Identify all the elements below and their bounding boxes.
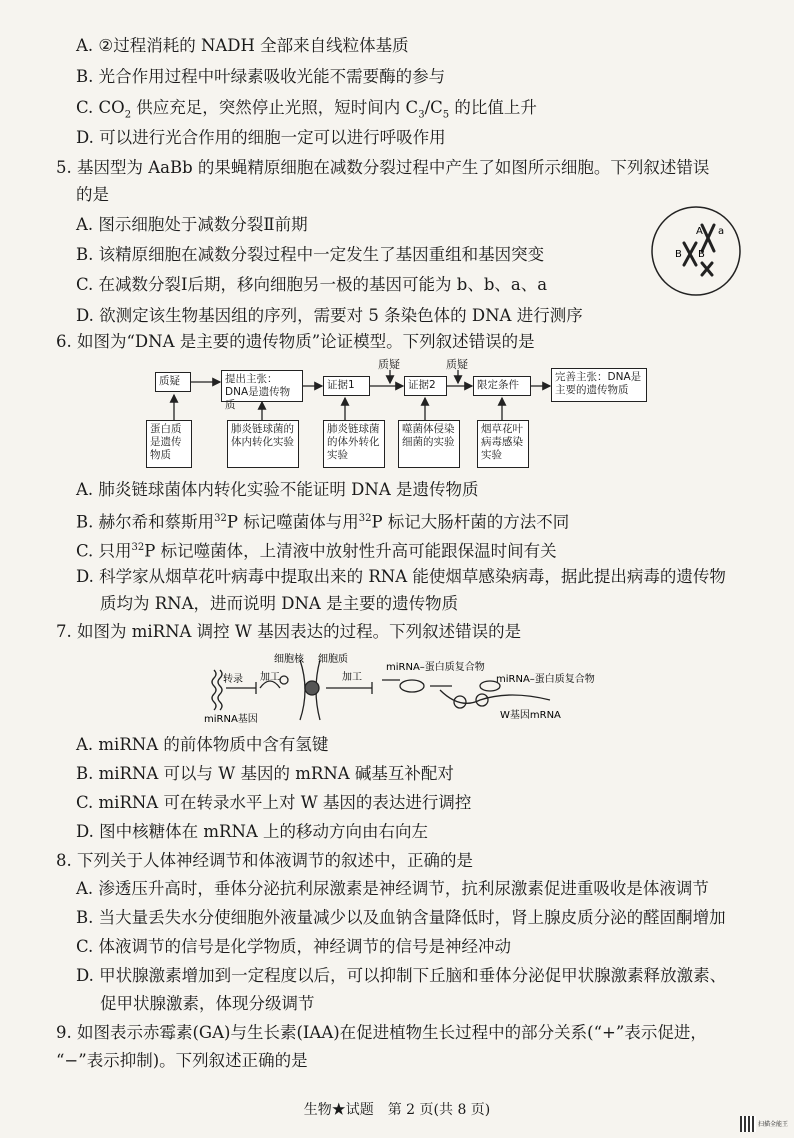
q6-doubt-label-1: 质疑 <box>378 358 400 371</box>
q7-fig-nucleus: 细胞核 <box>274 654 304 665</box>
q6-diagram-arrows <box>0 0 794 480</box>
q7-fig-gene: miRNA基因 <box>204 714 258 725</box>
q6-box-invitro: 肺炎链球菌的体外转化实验 <box>323 420 385 468</box>
q4-option-a: A. ②过程消耗的 NADH 全部来自线粒体基质 <box>76 36 409 55</box>
q7-mirna-figure <box>200 650 620 725</box>
q5-fig-label-a: A <box>696 226 703 237</box>
q6-option-c: C. 只用$^{32}$P 标记噬菌体，上清液中放射性升高可能跟保温时间有关 <box>76 541 557 561</box>
q6-box-phage: 噬菌体侵染细菌的实验 <box>398 420 460 468</box>
q5-stem-line2: 的是 <box>76 185 109 204</box>
q6-option-a: A. 肺炎链球菌体内转化实验不能证明 DNA 是遗传物质 <box>76 480 479 499</box>
q5-fig-label-b: B <box>675 249 682 260</box>
q6-option-d-line1: D. 科学家从烟草花叶病毒中提取出来的 RNA 能使烟草感染病毒，据此提出病毒的遗传物 <box>76 567 726 586</box>
q7-fig-wmrna: W基因mRNA <box>500 710 561 721</box>
q7-stem: 7. 如图为 miRNA 调控 W 基因表达的过程。下列叙述错误的是 <box>56 622 522 641</box>
q4-option-c: C. $CO_2$ 供应充足，突然停止光照，短时间内 $C_3/C_5$ 的比值上升 <box>76 98 537 121</box>
q8-option-d-line1: D. 甲状腺激素增加到一定程度以后，可以抑制下丘脑和垂体分泌促甲状腺激素释放激素、 <box>76 966 727 985</box>
q7-fig-complex1: miRNA–蛋白质复合物 <box>386 662 485 673</box>
q8-option-c: C. 体液调节的信号是化学物质，神经调节的信号是神经冲动 <box>76 937 512 956</box>
q6-box-evidence1: 证据1 <box>323 376 370 396</box>
q6-box-evidence2: 证据2 <box>404 376 447 396</box>
q4-option-b: B. 光合作用过程中叶绿素吸收光能不需要酶的参与 <box>76 67 446 86</box>
q5-fig-label-b2: B <box>698 249 705 260</box>
qr-code-icon <box>740 1116 756 1132</box>
q7-option-a: A. miRNA 的前体物质中含有氢键 <box>76 735 329 754</box>
q6-box-doubt: 质疑 <box>155 372 191 392</box>
page-footer: 生物★试题 第 2 页(共 8 页) <box>303 1102 491 1118</box>
q6-box-claim: 提出主张：DNA是遗传物质 <box>221 370 303 402</box>
q5-stem-line1: 5. 基因型为 AaBb 的果蝇精原细胞在减数分裂过程中产生了如图所示细胞。下列叙述错误 <box>56 158 710 177</box>
q6-box-protein: 蛋白质是遗传物质 <box>146 420 192 468</box>
q4-option-d: D. 可以进行光合作用的细胞一定可以进行呼吸作用 <box>76 128 446 147</box>
q9-stem-line1: 9. 如图表示赤霉素(GA)与生长素(IAA)在促进植物生长过程中的部分关系(“+”表示促进， <box>56 1023 707 1042</box>
q5-option-d: D. 欲测定该生物基因组的序列，需要对 5 条染色体的 DNA 进行测序 <box>76 306 583 325</box>
q8-option-a: A. 渗透压升高时，垂体分泌抗利尿激素是神经调节，抗利尿激素促进重吸收是体液调节 <box>76 879 709 898</box>
q6-option-d-line2: 质均为 RNA，进而说明 DNA 是主要的遗传物质 <box>100 594 459 613</box>
q6-box-invivo: 肺炎链球菌的体内转化实验 <box>227 420 299 468</box>
q6-doubt-label-2: 质疑 <box>446 358 468 371</box>
q7-fig-process1: 加工 <box>260 672 280 683</box>
scanner-watermark: 扫描全能王 <box>758 1121 789 1128</box>
q5-option-c: C. 在减数分裂Ⅰ后期，移向细胞另一极的基因可能为 b、b、a、a <box>76 275 548 294</box>
q6-box-final-claim: 完善主张：DNA是主要的遗传物质 <box>551 368 647 402</box>
q8-option-b: B. 当大量丢失水分使细胞外液量减少以及血钠含量降低时，肾上腺皮质分泌的醛固酮增加 <box>76 908 726 927</box>
q6-option-b: B. 赫尔希和蔡斯用$^{32}$P 标记噬菌体与用$^{32}$P 标记大肠杆菌的方法不同 <box>76 512 570 532</box>
q7-option-c: C. miRNA 可在转录水平上对 W 基因的表达进行调控 <box>76 793 472 812</box>
q7-option-b: B. miRNA 可以与 W 基因的 mRNA 碱基互补配对 <box>76 764 454 783</box>
q9-stem-line2: “−”表示抑制)。下列叙述正确的是 <box>56 1051 308 1070</box>
q6-box-condition: 限定条件 <box>473 376 531 396</box>
q7-option-d: D. 图中核糖体在 mRNA 上的移动方向由右向左 <box>76 822 429 841</box>
q7-fig-cytoplasm: 细胞质 <box>318 654 348 665</box>
q6-box-tmv: 烟草花叶病毒感染实验 <box>477 420 529 468</box>
q7-fig-complex2: miRNA–蛋白质复合物 <box>496 674 595 685</box>
q5-option-b: B. 该精原细胞在减数分裂过程中一定发生了基因重组和基因突变 <box>76 245 545 264</box>
q8-option-d-line2: 促甲状腺激素，体现分级调节 <box>100 994 315 1013</box>
q7-fig-transcribe: 转录 <box>223 674 243 685</box>
q6-stem: 6. 如图为“DNA 是主要的遗传物质”论证模型。下列叙述错误的是 <box>56 332 535 351</box>
q7-fig-process2: 加工 <box>342 672 362 683</box>
q5-fig-label-a2: a <box>718 226 725 237</box>
q8-stem: 8. 下列关于人体神经调节和体液调节的叙述中，正确的是 <box>56 851 473 870</box>
q5-option-a: A. 图示细胞处于减数分裂Ⅱ前期 <box>76 215 308 234</box>
